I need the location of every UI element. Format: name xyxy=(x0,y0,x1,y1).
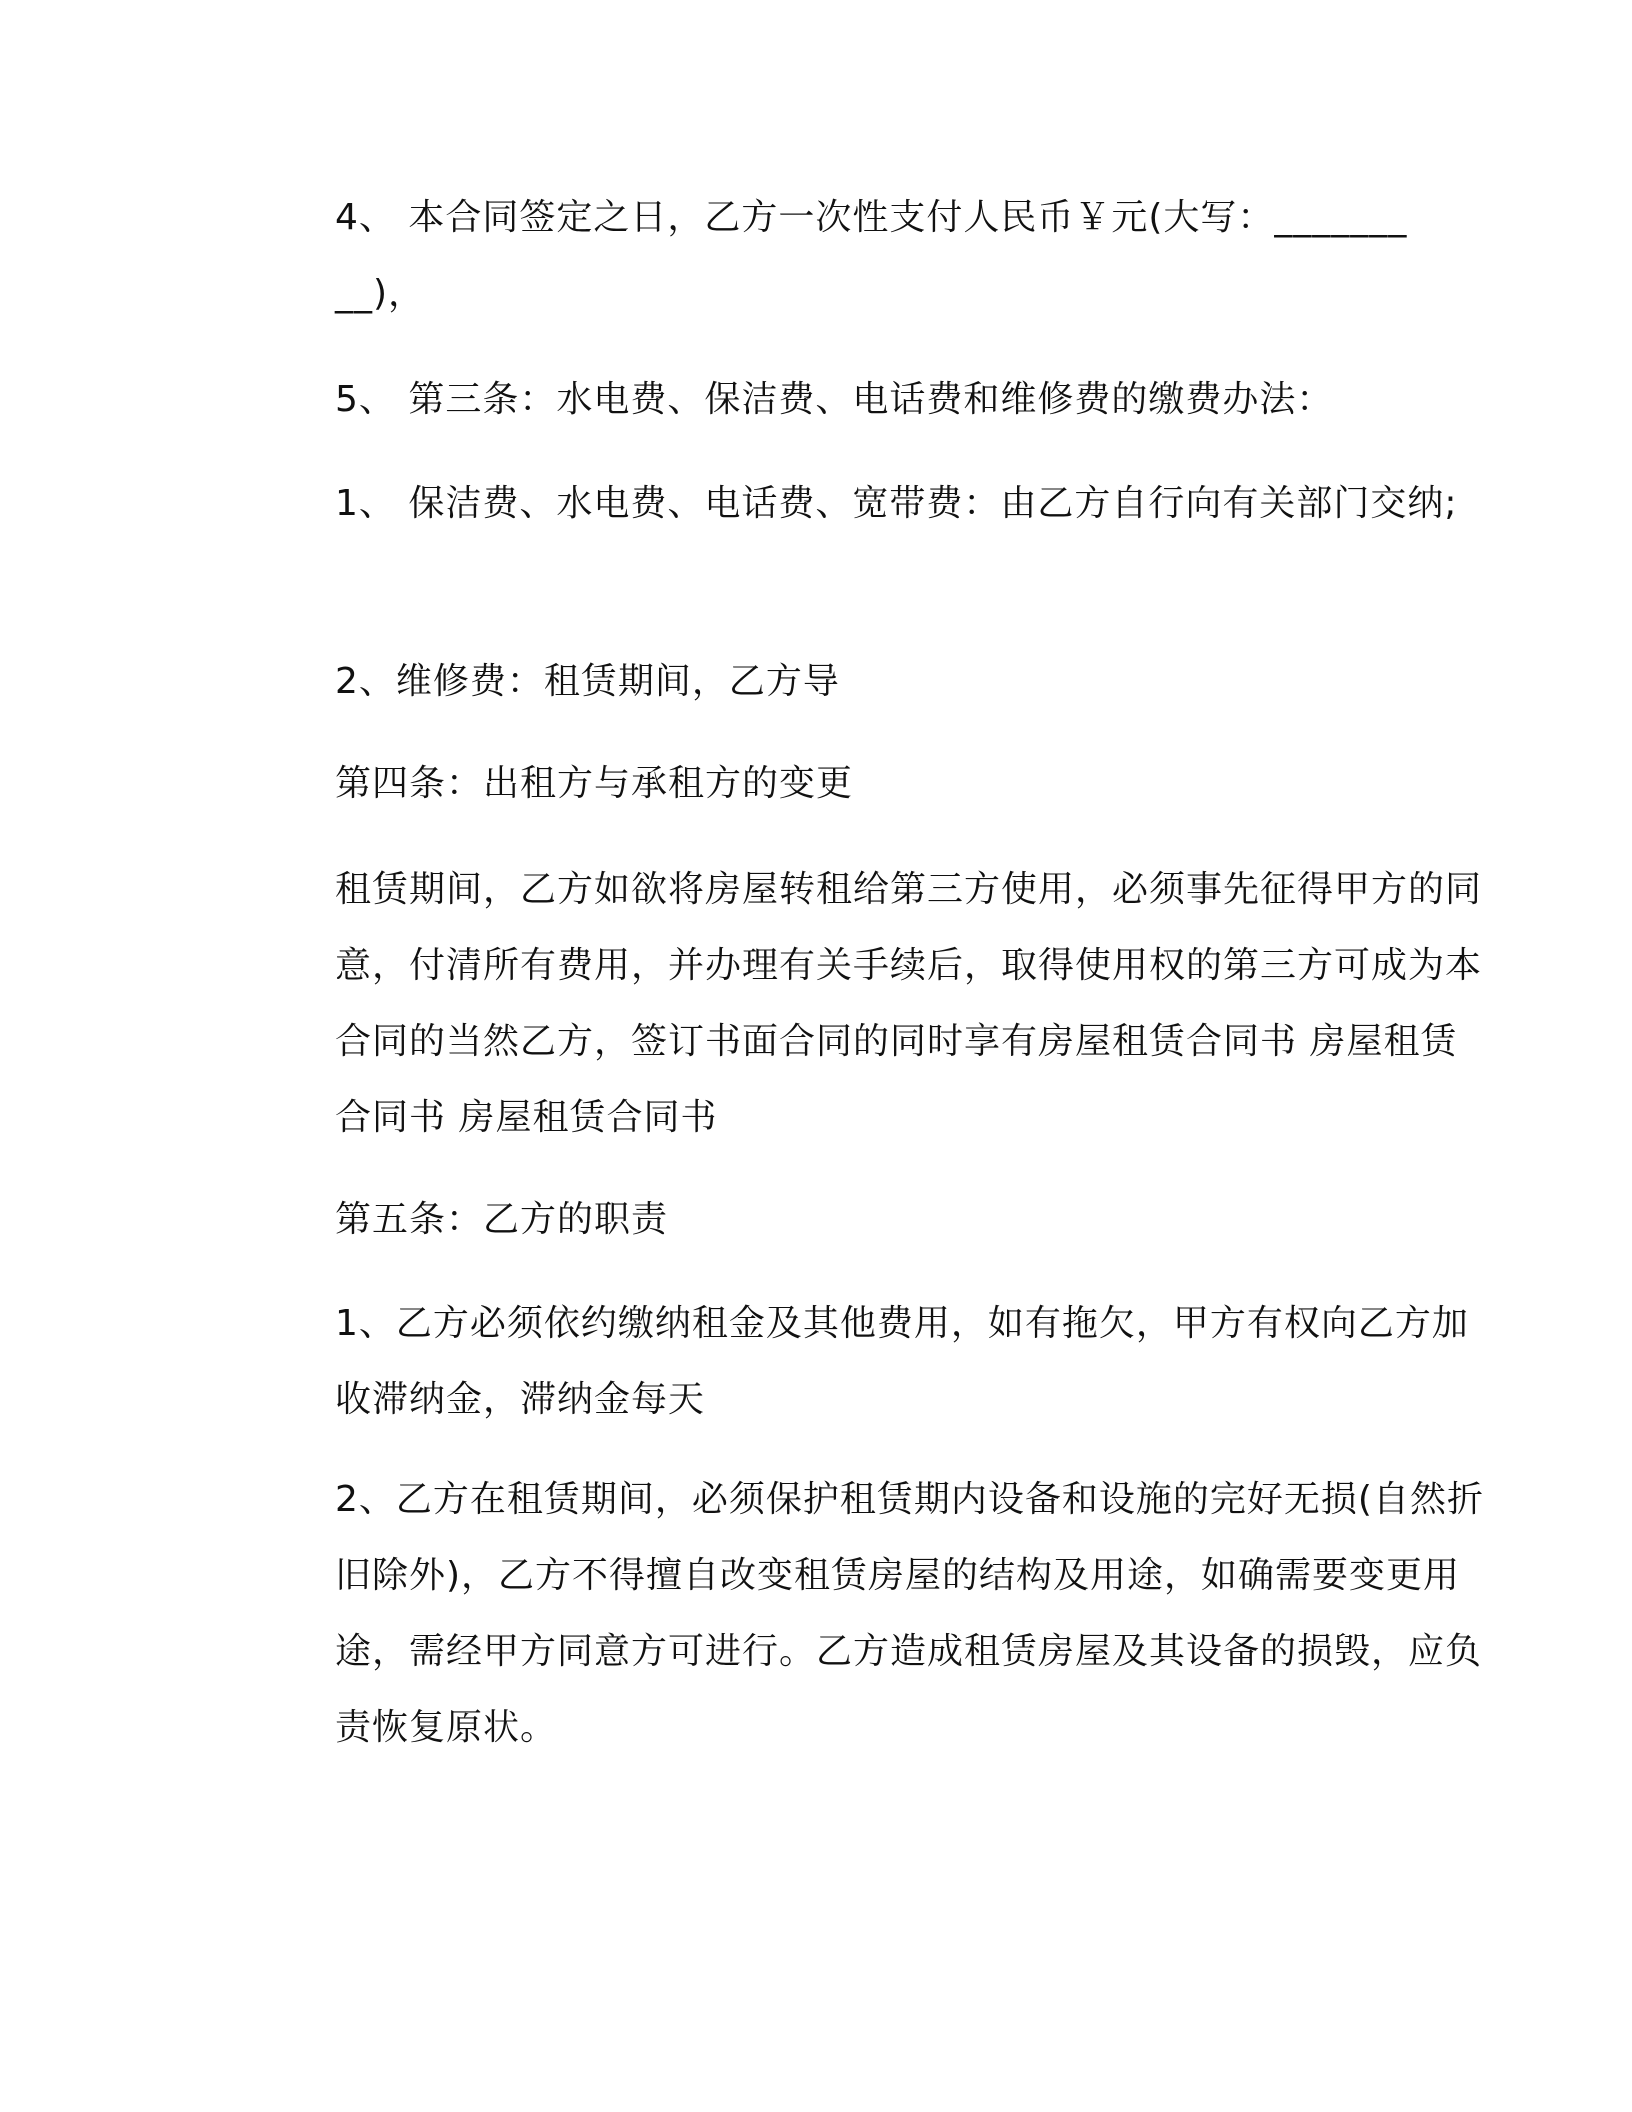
paragraph-article-3-title xyxy=(240,362,1485,438)
paragraph-duty-item-2 xyxy=(240,1462,1485,1766)
paragraph-text: 第五条：乙方的职责 xyxy=(335,1199,669,1240)
paragraph-article-4-title xyxy=(240,746,1485,822)
paragraph-text: 4、 本合同签定之日，乙方一次性支付人民币￥元(大写：_______ __)， xyxy=(335,197,1408,314)
paragraph-text: 2、乙方在租赁期间，必须保护租赁期内设备和设施的完好无损(自然折旧除外)，乙方不得擅自改变租赁房屋的结构及用途，如确需要变更用途，需经甲方同意方可进行。乙方造成租赁房屋及其设备的损毁，应负责恢复原状。 xyxy=(335,1479,1484,1748)
paragraph-payment-clause xyxy=(240,180,1485,332)
paragraph-text: 2、维修费：租赁期间，乙方导 xyxy=(335,661,840,702)
paragraph-text: 第四条：出租方与承租方的变更 xyxy=(335,763,854,804)
paragraph-text: 1、乙方必须依约缴纳租金及其他费用，如有拖欠，甲方有权向乙方加收滞纳金，滞纳金每天 xyxy=(335,1303,1469,1420)
paragraph-text: 5、 第三条：水电费、保洁费、电话费和维修费的缴费办法： xyxy=(335,379,1334,420)
paragraph-text: 租赁期间，乙方如欲将房屋转租给第三方使用，必须事先征得甲方的同意，付清所有费用，并办理有关手续后，取得使用权的第三方可成为本合同的当然乙方，签订书面合同的同时享有房屋租赁合同书 房屋租赁合同书 房屋租赁合同书 xyxy=(335,869,1483,1138)
paragraph-sublease-clause xyxy=(240,852,1485,1156)
paragraph-fees-item-1 xyxy=(240,466,1485,542)
paragraph-duty-item-1 xyxy=(240,1286,1485,1438)
paragraph-article-5-title xyxy=(240,1182,1485,1258)
paragraph-text: 1、 保洁费、水电费、电话费、宽带费：由乙方自行向有关部门交纳; xyxy=(335,483,1458,524)
paragraph-fees-item-2 xyxy=(240,644,1485,720)
